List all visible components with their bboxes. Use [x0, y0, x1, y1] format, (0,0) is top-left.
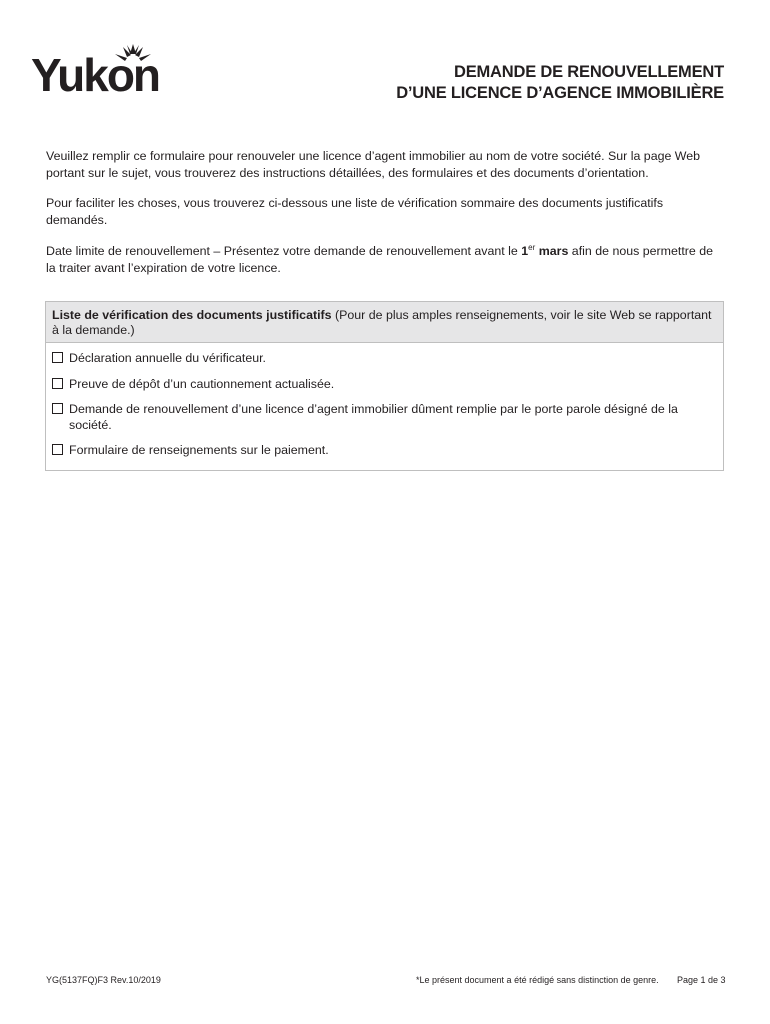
yukon-logo	[31, 42, 171, 102]
gender-note: *Le présent document a été rédigé sans distinction de genre.	[416, 975, 659, 985]
form-code: YG(5137FQ)F3 Rev.10/2019	[46, 975, 161, 985]
checklist-items	[46, 343, 723, 459]
checklist-item	[52, 377, 717, 393]
checklist-item	[52, 443, 717, 459]
title-line-2: D’UNE LICENCE D’AGENCE IMMOBILIÈRE	[396, 84, 724, 102]
checkbox[interactable]	[52, 378, 63, 389]
checklist-item-label: Déclaration annuelle du vérificateur.	[69, 351, 266, 365]
logo-wordmark: Yukon	[31, 49, 160, 101]
deadline-text-end: afin de nous permettre de la traiter avant l’expiration de votre licence.	[46, 244, 714, 275]
page-title	[396, 62, 724, 104]
checklist-intro-paragraph: Pour faciliter les choses, vous trouverez ci-dessous une liste de vérification sommaire des documents justificatifs demandés.	[46, 196, 664, 227]
intro-paragraph: Veuillez remplir ce formulaire pour renouveler une licence d’agent immobilier au nom de votre société. Sur la page Web portant sur le sujet, vous trouverez des instructions détaillées, des formulaires et des documents d’orientation.	[46, 149, 701, 180]
title-line-1: DEMANDE DE RENOUVELLEMENT	[453, 63, 724, 81]
checklist-item-label: Formulaire de renseignements sur le paiement.	[69, 443, 329, 457]
checklist-item	[52, 402, 717, 433]
deadline-day: 1	[521, 244, 529, 259]
deadline-month: mars	[535, 244, 569, 259]
checklist-box	[45, 301, 724, 471]
checkbox[interactable]	[52, 403, 63, 414]
deadline-text-start: Date limite de renouvellement – Présentez votre demande de renouvellement avant le	[46, 244, 522, 259]
checkbox[interactable]	[52, 352, 63, 363]
deadline-paragraph	[46, 240, 726, 276]
checklist-item-label: Demande de renouvellement d’une licence d’agent immobilier dûment remplie par le porte parole désigné de la société.	[69, 402, 678, 432]
checkbox[interactable]	[52, 444, 63, 455]
checklist-item	[52, 351, 717, 367]
checklist-item-label: Preuve de dépôt d’un cautionnement actualisée.	[69, 376, 335, 391]
checklist-heading-bold: Liste de vérification des documents justificatifs	[52, 308, 332, 322]
page-number: Page 1 de 3	[677, 975, 726, 985]
checklist-heading	[46, 302, 723, 343]
checklist-heading-note: (Pour de plus amples renseignements, voir le site Web se rapportant à la demande.)	[52, 308, 712, 337]
deadline-day-suffix: er	[528, 243, 536, 252]
